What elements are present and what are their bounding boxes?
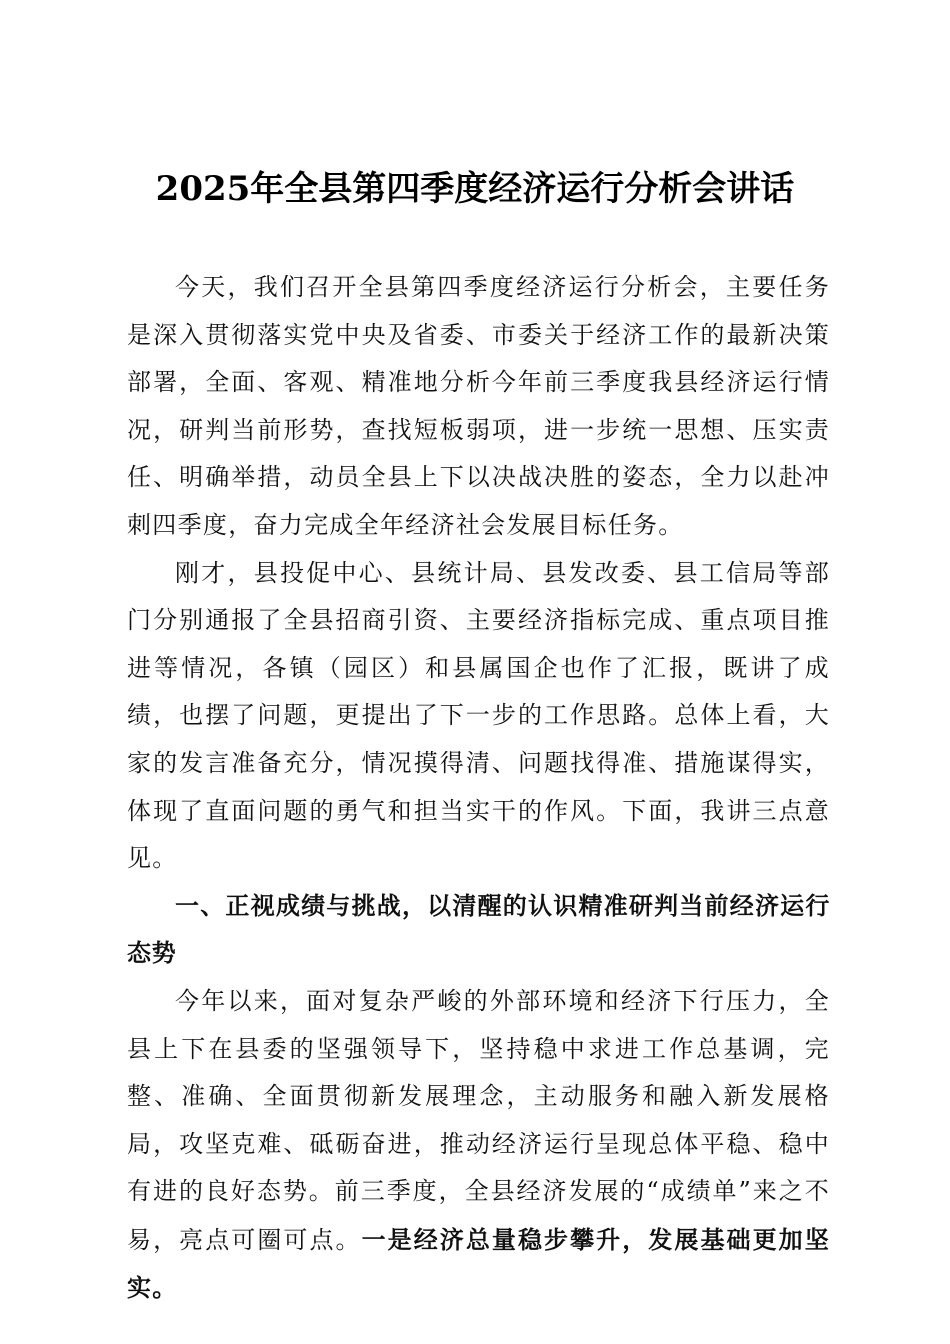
bold-point-one: 一是经济总量稳步攀升，发展基础更加坚实。 [127,1224,830,1303]
paragraph-achievements [127,978,830,1313]
document-body [127,264,830,1313]
paragraph-achievements-text: 今年以来，面对复杂严峻的外部环境和经济下行压力，全县上下在县委的坚强领导下，坚持稳中求进工作总基调，完整、准确、全面贯彻新发展理念，主动服务和融入新发展格局，攻坚克难、砥砺奋进，推动经济运行呈现总体平稳、稳中有进的良好态势。前三季度，全县经济发展的“成绩单”来之不易，亮点可圈可点。 [127,986,830,1254]
section-heading-1: 一、正视成绩与挑战，以清醒的认识精准研判当前经济运行态势 [127,891,830,968]
document-title: 2025年全县第四季度经济运行分析会讲话 [155,169,795,209]
paragraph-reports-summary: 刚才，县投促中心、县统计局、县发改委、县工信局等部门分别通报了全县招商引资、主要经济指标完成、重点项目推进等情况，各镇（园区）和县属国企也作了汇报，既讲了成绩，也摆了问题，更提出了下一步的工作思路。总体上看，大家的发言准备充分，情况摸得清、问题找得准、措施谋得实，体现了直面问题的勇气和担当实干的作风。下面，我讲三点意见。 [127,558,830,873]
paragraph-opening: 今天，我们召开全县第四季度经济运行分析会，主要任务是深入贯彻落实党中央及省委、市委关于经济工作的最新决策部署，全面、客观、精准地分析今年前三季度我县经济运行情况，研判当前形势，查找短板弱项，进一步统一思想、压实责任、明确举措，动员全县上下以决战决胜的姿态，全力以赴冲刺四季度，奋力完成全年经济社会发展目标任务。 [127,273,830,539]
